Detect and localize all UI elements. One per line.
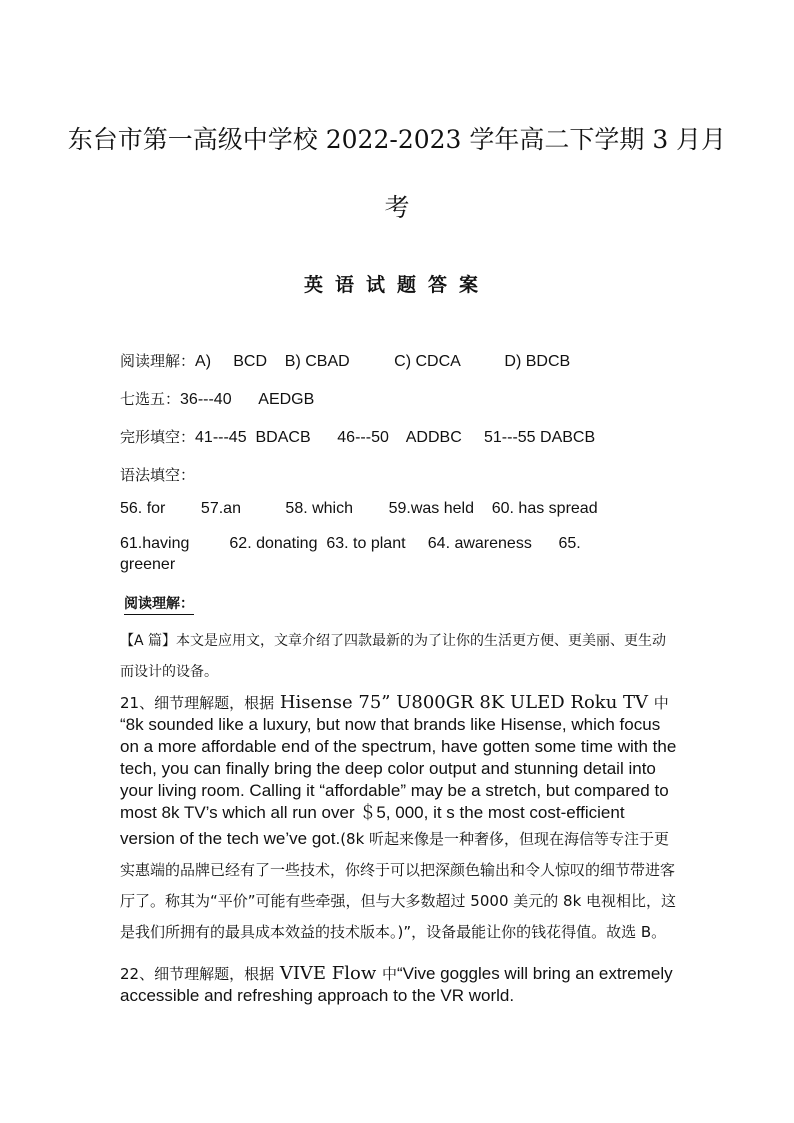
q21-product: Hisense 75” U800GR 8K ULED Roku TV xyxy=(274,692,654,713)
grammar-answers-row1: 56. for 57.an 58. which 59.was held 60. has spread xyxy=(120,500,598,517)
passage-a-intro: 【A 篇】本文是应用文，文章介绍了四款最新的为了让你的生活更方便、更美丽、更生动而设计的设备。 xyxy=(120,633,667,680)
analysis-heading: 阅读理解： xyxy=(124,593,194,615)
q22-prefix: 22、细节理解题，根据 xyxy=(120,965,275,983)
grammar-label-row xyxy=(120,464,195,485)
q22-mid: 中 xyxy=(382,965,398,983)
grammar-label: 语法填空： xyxy=(120,466,196,484)
q21-prefix: 21、细节理解题，根据 xyxy=(120,694,275,712)
grammar-answers-row2-wrap: greener xyxy=(120,556,176,573)
seven-answers: 36---40 AEDGB xyxy=(180,391,315,408)
cloze-row xyxy=(120,426,595,447)
q22-english: “Vive goggles will bring an extremely accessible and refreshing approach to the VR world. xyxy=(120,964,673,1005)
question-22-explanation xyxy=(120,963,680,1007)
seven-choice-row xyxy=(120,388,314,409)
reading-label: 阅读理解： xyxy=(120,352,196,370)
q21-english: “8k sounded like a luxury, but now that brands like Hisense, which focus on a more affordable end of the spectrum, have gotten some time with the tech, you can finally bring the deep color output and stunning detail into your living room. Calling it “affordable” may be a stretch, but compared to most 8k TV’s which all run over ＄5, 000, it s the most cost-efficient version of the tech we’ve got. xyxy=(120,715,677,848)
document-title-line1: 东台市第一高级中学校 2022-2023 学年高二下学期 3 月月 xyxy=(67,125,727,154)
question-21-explanation xyxy=(120,692,680,948)
q22-product: VIVE Flow xyxy=(274,963,382,984)
cloze-answers: 41---45 BDACB 46---50 ADDBC 51---55 DABCB xyxy=(195,429,596,446)
grammar-answers-row2: 61.having 62. donating 63. to plant 64. awareness 65. xyxy=(120,535,581,552)
reading-answers-row xyxy=(120,350,570,371)
seven-label: 七选五： xyxy=(120,390,181,408)
q21-chinese: (8k 听起来像是一种奢侈，但现在海信等专注于更实惠端的品牌已经有了一些技术，你终于可以把深颜色输出和令人惊叹的细节带进客厅了。称其为“平价”可能有些牵强，但与大多数超过 5000 美元的 8k 电视相比，这是我们所拥有的最具成本效益的技术版本。)”，设备最能让你的钱花得值。故选 B。 xyxy=(120,830,677,941)
reading-answers: A) BCD B) CBAD C) CDCA D) BDCB xyxy=(195,353,571,370)
cloze-label: 完形填空： xyxy=(120,428,196,446)
document-title-line2: 考 xyxy=(384,193,410,222)
q21-mid: 中 xyxy=(653,694,669,712)
document-subtitle: 英语试题答案 xyxy=(303,274,490,296)
